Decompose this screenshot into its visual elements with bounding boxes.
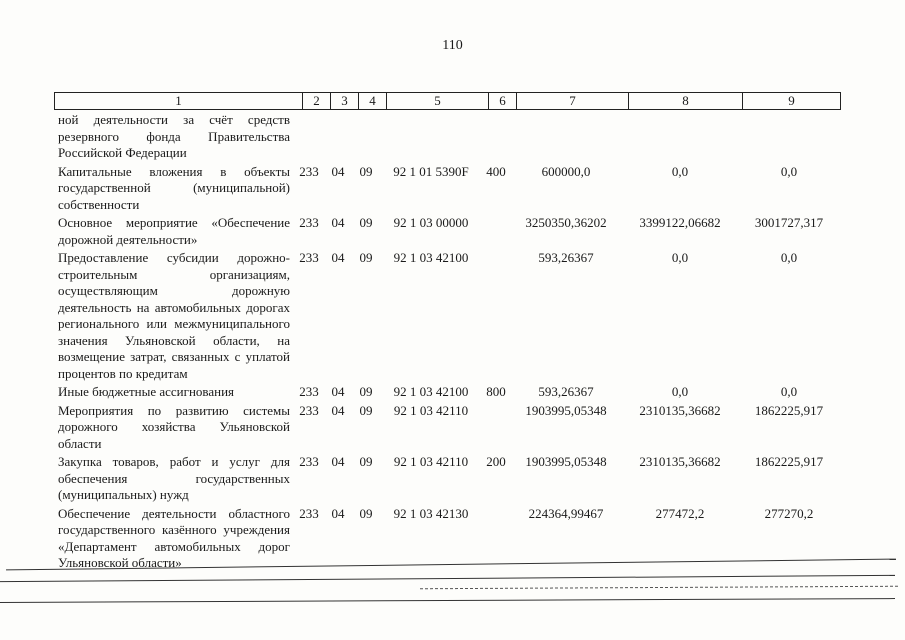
scan-artifact-line xyxy=(0,598,895,603)
row-amount-1: 1903995,05348 xyxy=(525,402,607,418)
row-amount-2: 0,0 xyxy=(671,163,689,179)
header-col-8: 8 xyxy=(629,93,743,110)
row-code-section: 04 xyxy=(331,215,345,230)
header-col-4: 4 xyxy=(359,93,387,110)
scan-artifact-line xyxy=(0,575,895,582)
row-code-ministry: 233 xyxy=(299,163,319,179)
row-code-subsection: 09 xyxy=(359,215,373,230)
page-number: 110 xyxy=(442,38,463,53)
row-code-expense-type: 400 xyxy=(486,163,506,179)
header-col-7: 7 xyxy=(517,93,629,110)
row-code-ministry: 233 xyxy=(299,215,319,230)
table-row xyxy=(54,112,840,162)
row-code-ministry: 233 xyxy=(299,384,319,399)
row-amount-1: 593,26367 xyxy=(538,384,594,399)
table-row xyxy=(54,215,840,248)
row-amount-2: 0,0 xyxy=(671,384,689,399)
row-amount-3: 1862225,917 xyxy=(754,402,824,418)
row-code-target: 92 1 03 42110 xyxy=(393,454,469,469)
row-code-subsection: 09 xyxy=(359,454,373,469)
row-code-section: 04 xyxy=(331,505,345,521)
column-header-table xyxy=(54,92,841,110)
table-row xyxy=(54,384,840,401)
row-code-target: 92 1 03 42100 xyxy=(393,250,469,265)
row-amount-1: 600000,0 xyxy=(541,163,591,179)
row-amount-2: 0,0 xyxy=(671,250,689,265)
row-amount-3: 277270,2 xyxy=(764,505,814,521)
row-amount-3: 3001727,317 xyxy=(754,215,824,230)
row-code-ministry: 233 xyxy=(299,402,319,418)
row-code-subsection: 09 xyxy=(359,250,373,265)
row-name: ной деятельности за счёт средств резервного фонда Правительства Российской Федерации xyxy=(58,112,290,160)
row-amount-2: 277472,2 xyxy=(655,505,705,521)
row-name: Обеспечение деятельности областного государственного казённого учреждения «Департамент автомобильных дорог Ульяновской области» xyxy=(58,505,290,570)
header-col-6: 6 xyxy=(489,93,517,110)
row-amount-1: 1903995,05348 xyxy=(525,454,607,469)
row-amount-1: 3250350,36202 xyxy=(525,215,607,230)
row-code-section: 04 xyxy=(331,250,345,265)
row-code-target: 92 1 03 00000 xyxy=(393,215,469,230)
row-amount-1: 224364,99467 xyxy=(528,505,604,521)
row-amount-2: 3399122,06682 xyxy=(639,215,721,230)
header-col-1: 1 xyxy=(55,93,303,110)
row-code-expense-type: 800 xyxy=(486,384,506,399)
row-amount-3: 1862225,917 xyxy=(754,454,824,469)
table-body xyxy=(54,112,840,574)
header-col-9: 9 xyxy=(743,93,841,110)
row-code-subsection: 09 xyxy=(359,402,373,418)
table-row xyxy=(54,403,840,453)
row-amount-3: 0,0 xyxy=(780,384,798,399)
header-col-2: 2 xyxy=(303,93,331,110)
table-row xyxy=(54,164,840,214)
row-code-subsection: 09 xyxy=(359,505,373,521)
row-code-target: 92 1 03 42130 xyxy=(393,505,469,521)
row-name: Основное мероприятие «Обеспечение дорожной деятельности» xyxy=(58,215,290,247)
row-amount-3: 0,0 xyxy=(780,163,798,179)
row-code-target: 92 1 01 5390F xyxy=(393,163,469,179)
row-code-section: 04 xyxy=(331,402,345,418)
row-code-ministry: 233 xyxy=(299,454,319,469)
row-name: Иные бюджетные ассигнования xyxy=(58,384,235,399)
row-code-section: 04 xyxy=(331,163,345,179)
header-row xyxy=(55,93,841,110)
row-name: Мероприятия по развитию системы дорожного хозяйства Ульяновской области xyxy=(58,402,290,451)
row-amount-2: 2310135,36682 xyxy=(639,454,721,469)
table-row xyxy=(54,454,840,504)
row-code-expense-type: 200 xyxy=(486,454,506,469)
scan-artifact-line xyxy=(420,586,898,590)
row-amount-3: 0,0 xyxy=(780,250,798,265)
row-code-target: 92 1 03 42100 xyxy=(393,384,469,399)
row-name: Капитальные вложения в объекты государственной (муниципальной) собственности xyxy=(58,163,290,212)
row-code-section: 04 xyxy=(331,454,345,469)
row-code-target: 92 1 03 42110 xyxy=(393,402,469,418)
row-code-ministry: 233 xyxy=(299,250,319,265)
row-code-subsection: 09 xyxy=(359,163,373,179)
row-name: Предоставление субсидии дорожно-строительным организациям, осуществляющим дорожную деятельность на автомобильных дорогах регионального или межмуниципального значения Ульяновской области, на возмещение затрат, связанных с уплатой процентов по кредитам xyxy=(58,250,290,381)
row-amount-1: 593,26367 xyxy=(538,250,594,265)
table-row xyxy=(54,250,840,382)
header-col-5: 5 xyxy=(387,93,489,110)
row-code-ministry: 233 xyxy=(299,505,319,521)
row-amount-2: 2310135,36682 xyxy=(639,402,721,418)
header-col-3: 3 xyxy=(331,93,359,110)
row-code-subsection: 09 xyxy=(359,384,373,399)
row-code-section: 04 xyxy=(331,384,345,399)
row-name: Закупка товаров, работ и услуг для обеспечения государственных (муниципальных) нужд xyxy=(58,454,290,502)
